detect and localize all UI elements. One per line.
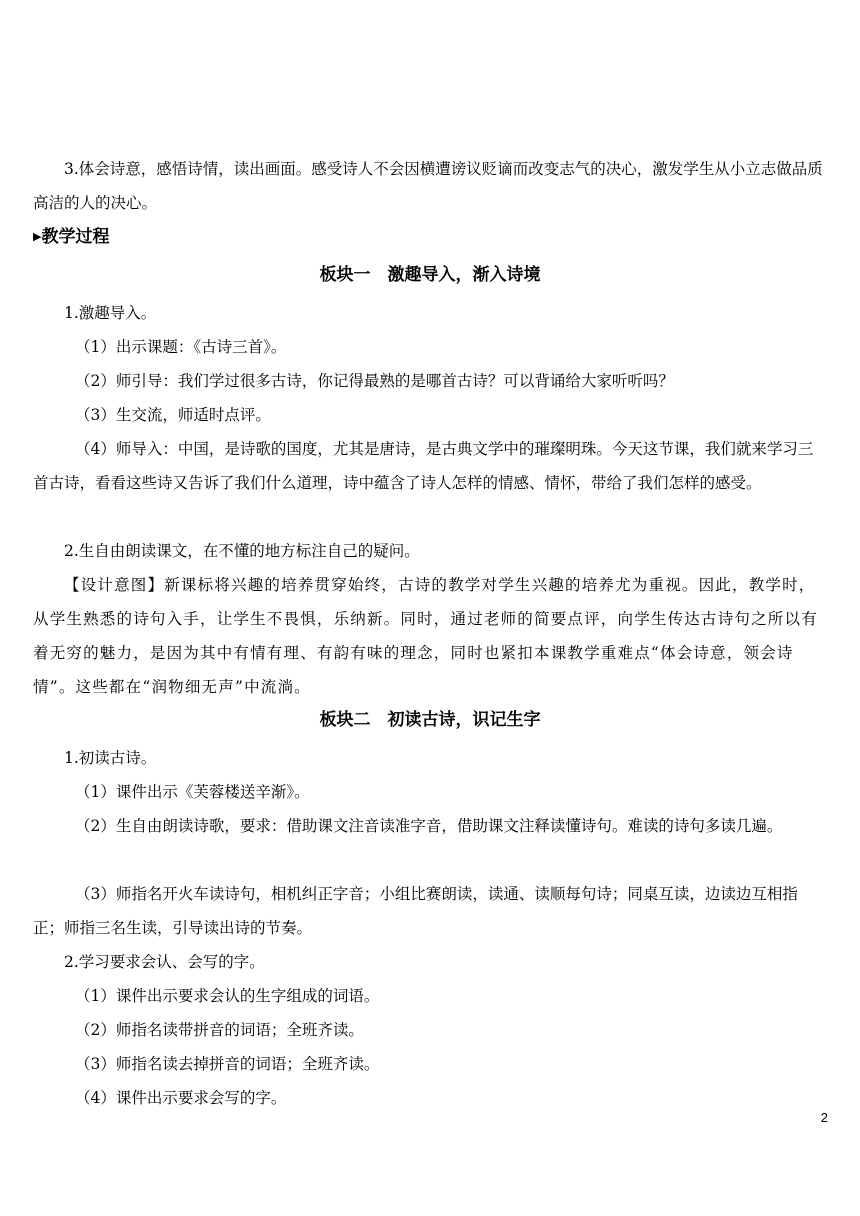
triangle-marker-icon: ▶ [33, 230, 42, 243]
block-two-title: 板块二 初读古诗，识记生字 [319, 710, 541, 730]
block2-word-step-4: （4）课件出示要求会写的字。 [75, 1089, 287, 1107]
block2-substep-1: （1）课件出示《芙蓉楼送辛渐》。 [75, 783, 310, 801]
teaching-goal-3: 3.体会诗意，感悟诗情，读出画面。感受诗人不会因横遭谤议贬谪而改变志气的决心，激发学生从小立志做品质高洁的人的决心。 [33, 160, 823, 212]
page-number: 2 [820, 1110, 828, 1125]
block1-step1: 1.激趣导入。 [64, 304, 157, 322]
block2-word-step-1: （1）课件出示要求会认的生字组成的词语。 [75, 987, 380, 1005]
block2-step1: 1.初读古诗。 [64, 749, 157, 767]
section-heading-text: 教学过程 [41, 227, 110, 247]
block2-word-step-2: （2）师指名读带拼音的词语；全班齐读。 [75, 1021, 364, 1039]
block1-substep-2: （2）师引导：我们学过很多古诗，你记得最熟的是哪首古诗？可以背诵给大家听听吗？ [75, 372, 674, 390]
block2-word-step-3: （3）师指名读去掉拼音的词语；全班齐读。 [75, 1055, 380, 1073]
block1-step2: 2.生自由朗读课文，在不懂的地方标注自己的疑问。 [64, 542, 420, 560]
design-intent-paragraph: 【设计意图】新课标将兴趣的培养贯穿始终，古诗的教学对学生兴趣的培养尤为重视。因此，教学时，从学生熟悉的诗句入手，让学生不畏惧，乐纳新。同时，通过老师的简要点评，向学生传达古诗句之所以有着无穷的魅力，是因为其中有情有理、有韵有味的理念，同时也紧扣本课教学重难点“体会诗意，领会诗情”。这些都在“润物细无声”中流淌。 [33, 576, 818, 696]
block1-substep-3: （3）生交流，师适时点评。 [75, 406, 271, 424]
block2-step2: 2.学习要求会认、会写的字。 [64, 953, 265, 971]
block1-substep-4: （4）师导入：中国，是诗歌的国度，尤其是唐诗，是古典文学中的璀璨明珠。今天这节课，我们就来学习三首古诗，看看这些诗又告诉了我们什么道理，诗中蕴含了诗人怎样的情感、情怀，带给了我们怎样的感受。 [33, 440, 814, 492]
block1-substep-1: （1）出示课题：《古诗三首》。 [75, 338, 287, 356]
block-one-title: 板块一 激趣导入，渐入诗境 [319, 265, 541, 285]
block2-substep-2: （2）生自由朗读诗歌，要求：借助课文注音读准字音，借助课文注释读懂诗句。难读的诗句多读几遍。 [75, 817, 783, 835]
section-heading-teaching-process [33, 220, 109, 254]
block2-substep-3: （3）师指名开火车读诗句，相机纠正字音；小组比赛朗读，读通、读顺每句诗；同桌互读，边读边互相指正；师指三名生读，引导读出诗的节奏。 [33, 885, 798, 937]
